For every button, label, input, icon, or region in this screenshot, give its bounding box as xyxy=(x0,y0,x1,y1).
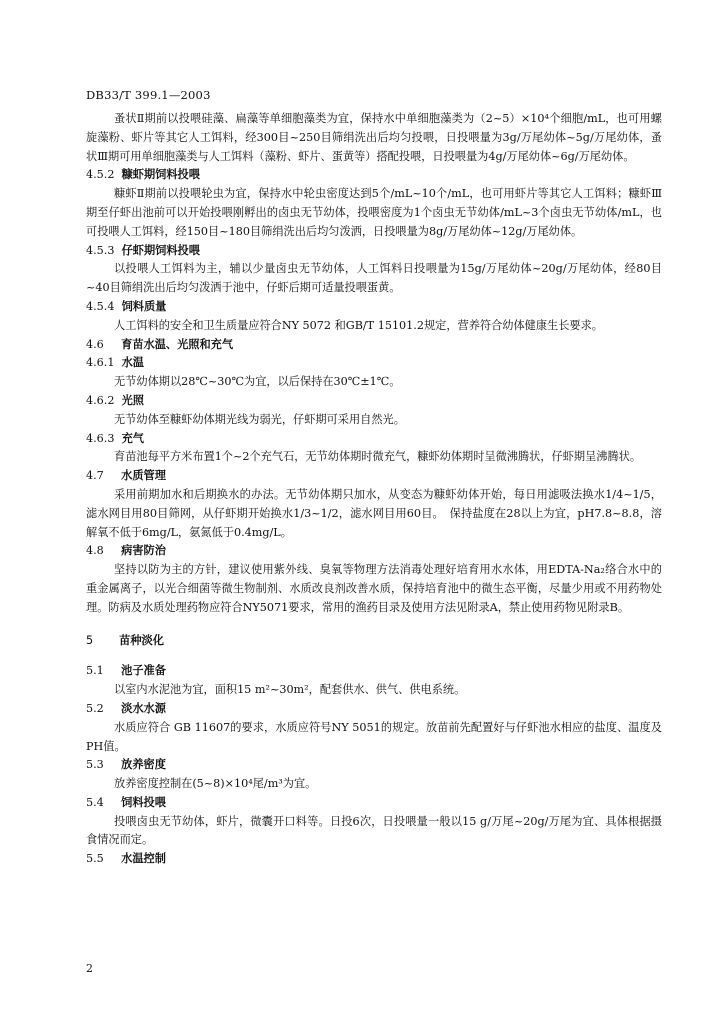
section-number: 5.1 xyxy=(86,664,104,678)
section-title: 光照 xyxy=(121,393,144,407)
section-title: 池子准备 xyxy=(121,664,166,678)
section-number: 5.5 xyxy=(86,852,104,866)
paragraph: 以投喂人工饵料为主，辅以少量卤虫无节幼体，人工饵料日投喂量为15g/万尾幼体~20g/万尾幼体，经80目~40目筛绢洗出后均匀泼洒于池中，仔虾后期可适量投喂蛋黄。 xyxy=(86,262,662,295)
standard-code-header: DB33/T 399.1—2003 xyxy=(86,88,211,102)
section-heading xyxy=(86,542,662,561)
paragraph: 水质应符合 GB 11607的要求，水质应符号NY 5051的规定。放苗前先配置好与仔虾池水相应的盐度、温度及PH值。 xyxy=(86,720,662,753)
section-title: 糠虾期饲料投喂 xyxy=(121,168,200,182)
paragraph: 采用前期加水和后期换水的办法。无节幼体期只加水，从变态为糠虾幼体开始，每日用滤吸法换水1/4~1/5，滤水网目用80目筛网，从仔虾期开始换水1/3~1/2，滤水网目用60目。 保持盐度在28以上为宜，pH7.8~8.8，溶解氧不低于6mg/L，氨氮低于0.4mg/L。 xyxy=(86,487,662,539)
section-heading xyxy=(86,662,662,681)
section-title: 饲料投喂 xyxy=(121,795,166,809)
section-number: 4.7 xyxy=(86,469,104,483)
section-number: 4.5.2 xyxy=(86,168,115,182)
section-title: 充气 xyxy=(121,431,144,445)
section-heading xyxy=(86,430,662,449)
paragraph: 人工饵料的安全和卫生质量应符合NY 5072 和GB/T 15101.2规定，营养符合幼体健康生长要求。 xyxy=(114,318,603,332)
paragraph: 育苗池每平方米布置1个~2个充气石，无节幼体期时微充气，糠虾幼体期时呈微沸腾状，仔虾期呈沸腾状。 xyxy=(114,450,642,464)
section-title: 病害防治 xyxy=(121,544,166,558)
page-number: 2 xyxy=(86,962,93,975)
section-number: 5.3 xyxy=(86,758,104,772)
section-heading xyxy=(86,242,662,261)
section-number: 4.6 xyxy=(86,337,104,351)
paragraph: 无节幼体期以28℃~30℃为宜，以后保持在30℃±1℃。 xyxy=(114,375,401,389)
section-title: 放养密度 xyxy=(121,758,166,772)
section-number: 5.4 xyxy=(86,795,104,809)
section-heading xyxy=(86,354,662,373)
section-number: 5 xyxy=(86,633,94,647)
paragraph: 投喂卤虫无节幼体，虾片，微囊开口料等。日投6次，日投喂量一般以15 g/万尾~20g/万尾为宜、具体根据摄食情况而定。 xyxy=(86,814,662,847)
section-title: 水温 xyxy=(121,356,144,370)
section-title: 水温控制 xyxy=(121,852,166,866)
section-number: 4.6.3 xyxy=(86,431,115,445)
section-number: 4.6.2 xyxy=(86,393,115,407)
paragraph: 无节幼体至糠虾幼体期光线为弱光，仔虾期可采用自然光。 xyxy=(114,412,405,426)
section-heading xyxy=(86,392,662,411)
section-title: 育苗水温、光照和充气 xyxy=(121,337,234,351)
section-title: 饲料质量 xyxy=(121,299,167,313)
section-number: 4.8 xyxy=(86,544,104,558)
section-title: 水质管理 xyxy=(121,469,166,483)
section-heading xyxy=(86,632,662,651)
paragraph: 以室内水泥池为宜，面积15 m²~30m²，配套供水、供气、供电系统。 xyxy=(114,683,466,697)
section-number: 4.5.3 xyxy=(86,243,115,257)
section-heading xyxy=(86,794,662,813)
paragraph: 坚持以防为主的方针，建议使用紫外线、臭氧等物理方法消毒处理好培育用水水体，用EDTA-Na₂络合水中的重金属离子，以光合细菌等微生物制剂、水质改良剂改善水质，保持培育池中的微生态平衡，尽量少用或不用药物处理。防病及水质处理药物应符合NY5071要求，常用的渔药目录及使用方法见附录A，禁止使用药物见附录B。 xyxy=(86,563,662,614)
paragraph: 蚤状Ⅱ期前以投喂硅藻、扁藻等单细胞藻类为宜，保持水中单细胞藻类为（2~5）×10⁴个细胞/mL，也可用螺旋藻粉、虾片等其它人工饵料，经300目~250目筛绢洗出后均匀投喂，日投喂量为3g/万尾幼体~5g/万尾幼体，蚤状Ⅲ期可用单细胞藻类与人工饵料（藻粉、虾片、蛋黄等）搭配投喂，日投喂量为4g/万尾幼体~6g/万尾幼体。 xyxy=(86,112,662,163)
section-title: 仔虾期饲料投喂 xyxy=(121,243,200,257)
section-number: 5.2 xyxy=(86,701,104,715)
section-heading xyxy=(86,467,662,486)
section-number: 4.5.4 xyxy=(86,299,115,313)
section-number: 4.6.1 xyxy=(86,356,115,370)
section-heading xyxy=(86,166,662,185)
section-title: 淡水水源 xyxy=(121,701,166,715)
section-title: 苗种淡化 xyxy=(119,633,164,647)
section-heading xyxy=(86,700,662,719)
section-heading xyxy=(86,756,662,775)
section-heading xyxy=(86,336,662,355)
paragraph: 放养密度控制在(5~8)×10⁴尾/m³为宜。 xyxy=(114,777,317,791)
paragraph: 糠虾Ⅱ期前以投喂轮虫为宜，保持水中轮虫密度达到5个/mL~10个/mL，也可用虾片等其它人工饵料；糠虾Ⅲ期至仔虾出池前可以开始投喂刚孵出的卤虫无节幼体，投喂密度为1个卤虫无节幼体/mL~3个卤虫无节幼体/mL，也可投喂人工饵料，经150目~180目筛绢洗出后均匀泼洒，日投喂量为8g/万尾幼体~12g/万尾幼体。 xyxy=(86,187,662,238)
section-heading xyxy=(86,850,662,869)
document-body xyxy=(86,110,662,869)
section-heading xyxy=(86,298,662,317)
